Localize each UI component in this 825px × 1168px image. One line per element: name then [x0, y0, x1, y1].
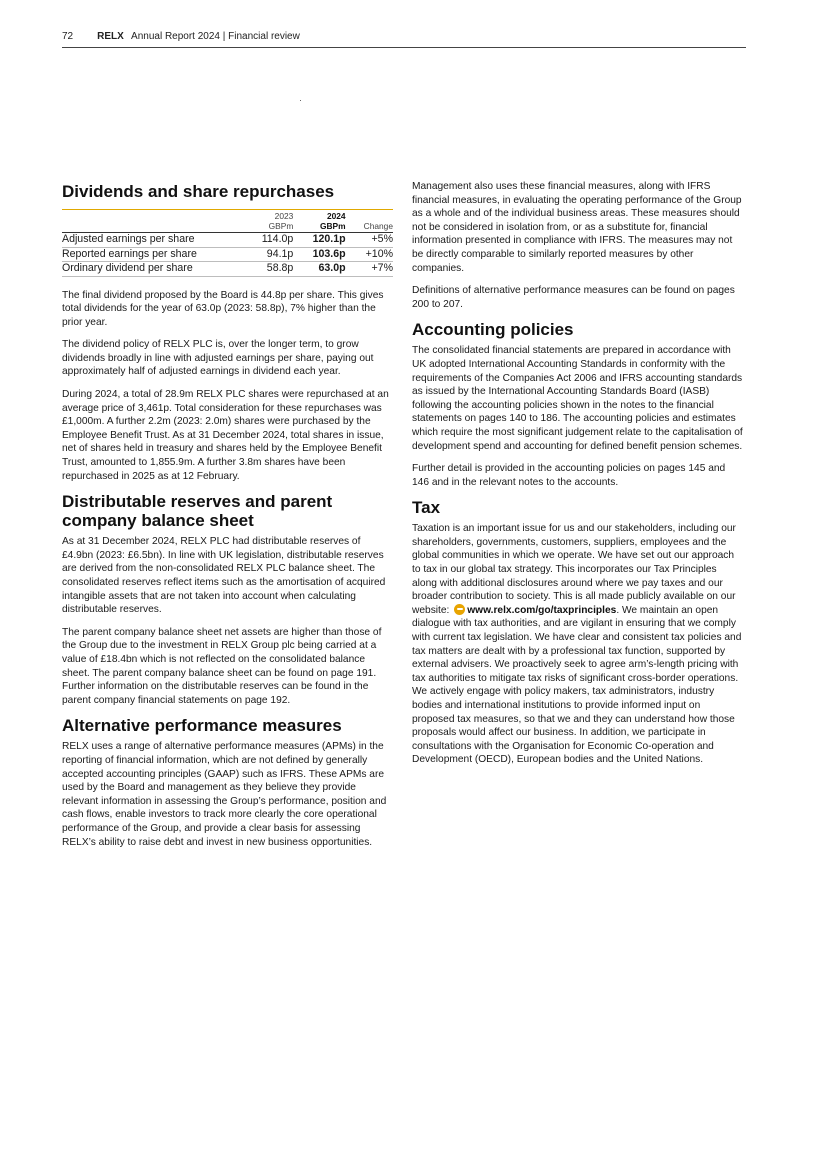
dividends-table	[62, 209, 393, 277]
cell-2023: 114.0p	[243, 233, 293, 248]
apm-paragraph: RELX uses a range of alternative performance measures (APMs) in the reporting of financial information, which are not defined by generally accepted accounting principles (GAAP) such as IFRS. These APMs are used by the Board and management as they believe they provide relevant information in assessing the Group’s performance, position and cash flows, enable investors to track more clearly the core operational performance of the Group, and provide a clear basis for assessing RELX’s ability to raise debt and invest in new business opportunities.	[62, 741, 387, 848]
cell-2024: 103.6p	[293, 247, 345, 262]
table-year-row	[62, 210, 393, 222]
stray-dot	[300, 100, 301, 101]
cell-change: +5%	[346, 233, 393, 248]
brand-name: RELX	[97, 31, 124, 42]
apm-paragraph: Management also uses these financial measures, along with IFRS financial measures, in evaluating the operating performance of the Group as a whole and of the individual business areas. These measures should not be considered in isolation from, or as a substitute for, financial information presented in compliance with IFRS. The measures may not be directly comparable to similarly reported measures by other companies.	[412, 181, 742, 274]
page-header	[62, 31, 746, 48]
cell-change: +10%	[346, 247, 393, 262]
tax-text-before: Taxation is an important issue for us and our stakeholders, including our shareholders, governments, customers, suppliers, employees and the global communities in which we operate. We have set out our approach to tax in our global tax strategy. This incorporates our Tax Principles along with additional disclosures around where we pay taxes and our broader contribution to society. This is all made publicly available on our website:	[412, 523, 736, 616]
right-column	[412, 180, 744, 776]
col-year-change	[346, 210, 393, 222]
distributable-heading: Distributable reserves and parent company balance sheet	[62, 492, 333, 531]
dividends-paragraph: The final dividend proposed by the Board is 44.8p per share. This gives total dividends for the year of 63.0p (2023: 58.8p), 7% higher than the prior year.	[62, 289, 384, 328]
cell-2023: 94.1p	[243, 247, 293, 262]
accounting-paragraph: Further detail is provided in the accounting policies on pages 145 and 146 and in the relevant notes to the accounts.	[412, 463, 726, 488]
cell-2024: 120.1p	[293, 233, 345, 248]
dividends-heading: Dividends and share repurchases	[62, 182, 335, 201]
cell-2023: 58.8p	[243, 262, 293, 277]
left-column	[62, 182, 394, 858]
distributable-paragraph: As at 31 December 2024, RELX PLC had distributable reserves of £4.9bn (2023: £6.5bn). In line with UK legislation, distributable reserves are derived from the non-consolidated RELX PLC balance sheet. The consolidated reserves reflect items such as the amortisation of acquired intangible assets that are not taken into account when calculating distributable reserves.	[62, 536, 386, 616]
dividends-paragraph: The dividend policy of RELX PLC is, over the longer term, to grow dividends broadly in line with adjusted earnings per share, paying out approximately half of adjusted earnings in dividend each year.	[62, 339, 374, 378]
table-row	[62, 262, 393, 277]
table-row	[62, 247, 393, 262]
tax-paragraph	[412, 522, 744, 767]
accounting-paragraph: The consolidated financial statements are prepared in accordance with UK adopted International Accounting Standards in conformity with the requirements of the Companies Act 2006 and IFRS accounting standards as issued by the International Accounting Standards Board (IASB) following the accounting policies shown in the notes to the financial statements on pages 140 to 186. The accounting policies and estimates which require the most significant judgement relate to the capitalisation of development spend and accounting for defined benefit pension schemes.	[412, 345, 743, 452]
col-year-2024: 2024	[293, 210, 345, 222]
cell-2024: 63.0p	[293, 262, 345, 277]
table-row	[62, 233, 393, 248]
apm-paragraph: Definitions of alternative performance measures can be found on pages 200 to 207.	[412, 285, 735, 310]
table-units-row	[62, 222, 393, 233]
col-unit-2023: GBPm	[243, 222, 293, 233]
page-number: 72	[62, 31, 74, 42]
tax-heading: Tax	[412, 498, 441, 518]
accounting-heading: Accounting policies	[412, 320, 574, 340]
distributable-paragraph: The parent company balance sheet net assets are higher than those of the Group due to the investment in RELX Group plc being carried at a value of £18.4bn which is not reflected on the consolidated balance sheet. The parent company balance sheet can be found on page 191. Further information on the distributable reserves can be found in the parent company financial statements on page 192.	[62, 626, 382, 706]
report-title: Annual Report 2024 | Financial review	[131, 31, 300, 42]
col-year-2023: 2023	[243, 210, 293, 222]
tax-text-after: . We maintain an open dialogue with tax authorities, and are vigilant in ensuring that we comply with current tax legislation. We have clear and consistent tax policies and tax matters are dealt with by a professional tax function, supported by external advisers. We proactively seek to agree arm’s-length pricing with tax authorities to mitigate tax risks of significant cross-border operations. We actively engage with policy makers, tax administrators, industry bodies and international institutions to provide informed input on proposed tax measures, so that we and they can understand how those proposals would affect our business. In addition, we participate in consultations with the Organisation for Economic Co-operation and Development (OECD), European bodies and the United Nations.	[412, 604, 742, 766]
dividends-paragraph: During 2024, a total of 28.9m RELX PLC shares were repurchased at an average price of 3,461p. Total consideration for these repurchases was £1,000m. A further 2.2m (2023: 2.0m) shares were purchased by the Employee Benefit Trust. As at 31 December 2024, total shares in issue, net of shares held in treasury and shares held by the Employee Benefit Trust, amounted to 1,855.9m. A further 3.8m shares have been repurchased in 2025 as at 12 February.	[62, 389, 389, 482]
table-header-blank	[62, 210, 243, 222]
col-unit-2024: GBPm	[293, 222, 345, 233]
row-label: Ordinary dividend per share	[62, 262, 243, 277]
tax-principles-link[interactable]: www.relx.com/go/taxprinciples	[467, 604, 617, 616]
cell-change: +7%	[346, 262, 393, 277]
row-label: Adjusted earnings per share	[62, 233, 243, 248]
col-unit-change: Change	[346, 222, 393, 233]
apm-heading: Alternative performance measures	[62, 716, 342, 736]
link-icon	[454, 604, 465, 615]
row-label: Reported earnings per share	[62, 247, 243, 262]
